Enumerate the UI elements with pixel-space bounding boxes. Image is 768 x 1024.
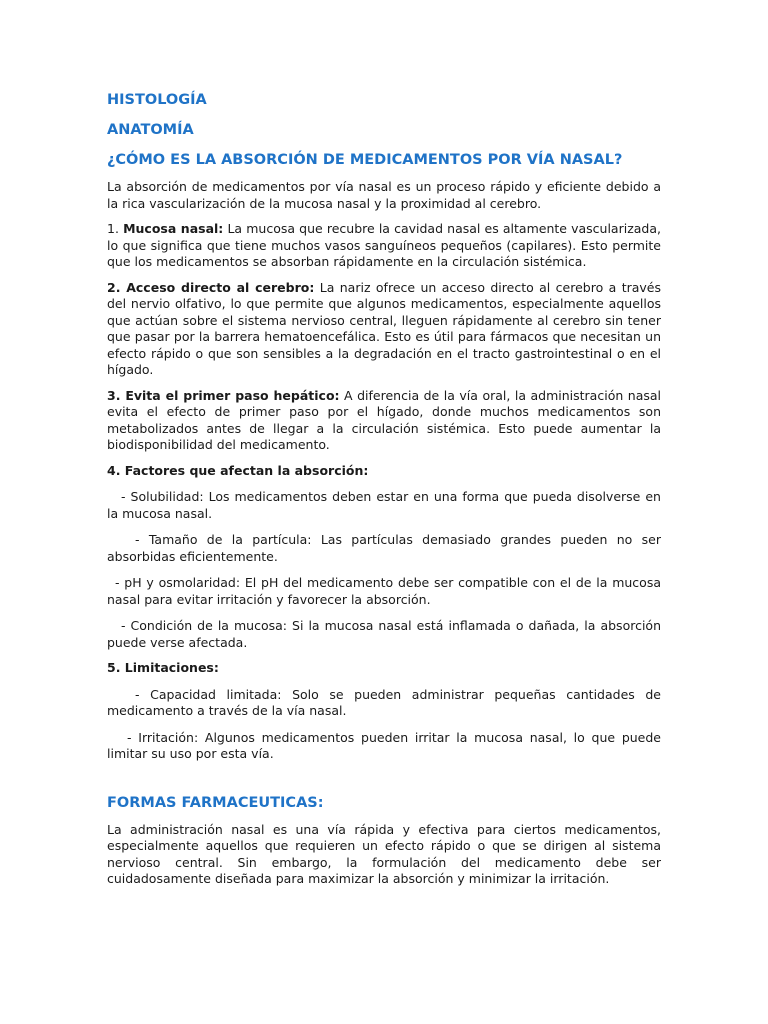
point-acceso-cerebro [107, 280, 661, 379]
factor-solubilidad: - Solubilidad: Los medicamentos deben estar en una forma que pueda disolverse en la mucosa nasal. [107, 489, 661, 521]
point-title: Mucosa nasal: [123, 221, 224, 236]
heading-anatomia: ANATOMÍA [107, 122, 194, 138]
factor-condicion: - Condición de la mucosa: Si la mucosa nasal está inflamada o dañada, la absorción puede verse afectada. [107, 618, 661, 650]
point-limitaciones [107, 660, 661, 677]
factor-ph: - pH y osmolaridad: El pH del medicamento debe ser compatible con el de la mucosa nasal para evitar irritación y favorecer la absorción. [107, 575, 661, 607]
formas-paragraph: La administración nasal es una vía rápida y efectiva para ciertos medicamentos, especialmente aquellos que requieren un efecto rápido o que se dirigen al sistema nervioso central. Sin embargo, la formulación del medicamento debe ser cuidadosamente diseñada para maximizar la absorción y minimizar la irritación. [107, 821, 661, 886]
factor-tamano: - Tamaño de la partícula: Las partículas demasiado grandes pueden no ser absorbidas eficientemente. [107, 532, 661, 564]
intro-paragraph: La absorción de medicamentos por vía nasal es un proceso rápido y eficiente debido a la rica vascularización de la mucosa nasal y la proximidad al cerebro. [107, 179, 661, 211]
point-factores [107, 463, 661, 480]
point-number: 1. [107, 221, 124, 236]
heading-formas: FORMAS FARMACEUTICAS: [107, 794, 324, 811]
limitation-capacidad: - Capacidad limitada: Solo se pueden administrar pequeñas cantidades de medicamento a través de la vía nasal. [107, 686, 661, 718]
limitation-irritacion: - Irritación: Algunos medicamentos pueden irritar la mucosa nasal, lo que puede limitar su uso por esta vía. [107, 729, 661, 761]
heading-histologia: HISTOLOGÍA [107, 92, 207, 108]
point-text: A diferencia de la vía oral, la administración nasal evita el efecto de primer paso por el hígado, donde muchos medicamentos son metabolizados antes de llegar a la circulación sistémica. Esto puede aumentar la biodisponibilidad del medicamento. [107, 387, 661, 452]
heading-question: ¿CÓMO ES LA ABSORCIÓN DE MEDICAMENTOS POR VÍA NASAL? [107, 152, 623, 168]
point-mucosa-nasal [107, 221, 661, 271]
point-text: La mucosa que recubre la cavidad nasal es altamente vascularizada, lo que significa que tiene muchos vasos sanguíneos pequeños (capilares). Esto permite que los medicamentos se absorban rápidamente en la circulación sistémica. [107, 221, 661, 269]
point-title: 5. Limitaciones: [107, 660, 219, 675]
point-primer-paso [107, 388, 661, 454]
point-title: 3. Evita el primer paso hepático: [107, 387, 340, 403]
point-title: 2. Acceso directo al cerebro: [107, 279, 315, 295]
point-text: La nariz ofrece un acceso directo al cerebro a través del nervio olfativo, lo que permite que algunos medicamentos, especialmente aquellos que actúan sobre el sistema nervioso central, lleguen rápidamente al cerebro sin tener que pasar por la barrera hematoencefálica. Esto es útil para fármacos que necesitan un efecto rápido o que son sensibles a la degradación en el tracto gastrointestinal o en el hígado. [107, 279, 661, 377]
point-title: 4. Factores que afectan la absorción: [107, 462, 369, 478]
